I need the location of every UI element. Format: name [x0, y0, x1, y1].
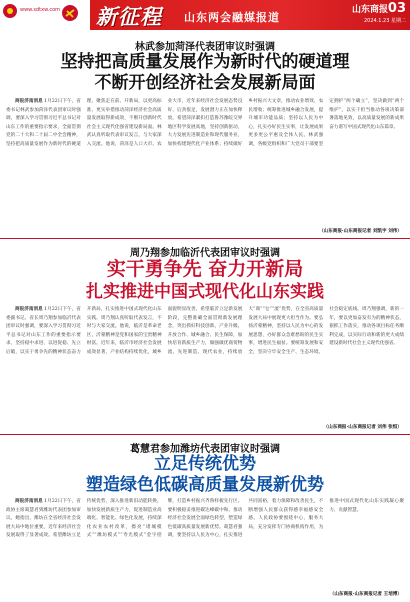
- article-body: [6, 498, 404, 590]
- byline: （山东商报·山东商报记者 刘伟 张恒）: [323, 425, 402, 430]
- article-title-line1: 实干勇争先 奋力开新局: [106, 258, 304, 280]
- section-subtitle: 山东两会融媒报道: [184, 11, 280, 24]
- masthead: [0, 0, 410, 30]
- lead-tag: 商报济南消息: [15, 307, 43, 312]
- masthead-left: [0, 0, 90, 30]
- brand-title: 新征程: [96, 4, 162, 29]
- site-url: www.sdtxw.com: [20, 7, 60, 13]
- body-text: 1月22日下午，省政协主席葛慧君到潍坊代表团参加审议。她指出，潍坊在全省经济社会发展大局中地位重要，近年来经济社会发展取得了显著成效。希望潍坊立足传统优势，深入推进新旧动能转换，加快发展新质生产力，促进制造业高端化、智能化、绿色化发展，持续深化农业农村改革，擦亮“诸城模式”“潍坊模式”“寿光模式”金字招牌，打造乡村振兴齐鲁样板先行区。要积极稳妥推进碳达峰碳中和，推动经济社会发展全面绿色转型，塑造绿色低碳高质量发展新优势。葛慧君强调，要坚持以人民为中心，扎实推进共同富裕，着力保障和改善民生，不断增强人民群众获得感幸福感安全感。人民政协要围绕中心、服务大局，充分发挥专门协商机构作用，为推进中国式现代化山东实践凝心聚力、贡献智慧。: [6, 499, 404, 539]
- party-emblem-icon: [60, 3, 80, 25]
- masthead-banner: [90, 0, 410, 30]
- article-title-line2: 扎实推进中国式现代化山东实践: [86, 282, 324, 302]
- article-kicker: 葛慧君参加潍坊代表团审议时强调: [130, 444, 280, 455]
- section-divider: [0, 434, 410, 435]
- issue-date: 2024.1.23 星期二: [363, 18, 406, 24]
- byline: （山东商报·山东商报记者 刘凯宇 刘伟）: [318, 229, 402, 234]
- article-title-line1: 坚持把高质量发展作为新时代的硬道理: [60, 52, 350, 72]
- paper-name: 山东商报: [351, 5, 388, 15]
- article-title-line2: 塑造绿色低碳高质量发展新优势: [86, 475, 324, 495]
- article-body: [6, 306, 404, 424]
- body-text: 1月22日下午，省委副书记、省长周乃翔参加临沂代表团审议时强调，要深入学习贯彻习近平总书记对山东工作的重要指示要求，坚持稳中求进、以进促稳、先立后破，以实干勇争先的精神状态奋力开新局，扎实推进中国式现代化山东实践。周乃翔认真听取代表发言，不时与大家交流。他说，临沂是革命老区，沂蒙精神是党和国家的宝贵精神财富。近年来，临沂市经济社会发展成效显著，产业结构持续优化，城乡面貌明显改善。希望临沂立足新发展阶段，完整准确全面贯彻新发展理念，突出抓好科技创新、产业升级、开放合作、城乡融合、民生保障，加快培育新质生产力，做强做优商贸物流、先进制造、现代农业，持续放大“商”“仓”“流”优势，在全省高质量发展大局中展现更大担当作为。要弘扬沂蒙精神，坚持以人民为中心的发展思想，办好群众急难愁盼的民生实事，增进民生福祉。要统筹发展和安全，坚决守牢安全生产、生态环境、社会稳定底线。周乃翔强调，新的一年，要以更加奋发有为的精神状态，狠抓工作落实，推动各项目标任务顺利完成，以实际行动和新的更大成绩建设新时代社会主义现代化强省。: [6, 307, 404, 355]
- lead-tag: 商报济南消息: [15, 499, 43, 504]
- byline: （山东商报·山东商报记者 王培博）: [329, 592, 402, 597]
- article-kicker: 林武参加菏泽代表团审议时强调: [135, 42, 275, 53]
- article-body: [6, 98, 404, 228]
- body-text: 1月22日下午，省委书记林武参加菏泽代表团审议时强调，要深入学习贯彻习近平总书记对山东工作的重要指示要求，全面贯彻党的二十大和二十届二中全会精神，坚持把高质量发展作为新时代的硬道理，聚焦走在前、开新局，以更高标准、更实举措推动菏泽经济社会高质量发展取得新成效，不断开创新时代社会主义现代化强省建设新局面。林武认真听取代表审议发言，与大家深入交流。他说，菏泽是人口大市、农业大市，近年来经济社会发展态势良好、后劲很足，发展潜力正在加快释放。希望菏泽紧扣打造鲁苏豫皖交界地区科学发展高地，坚持创新驱动，大力发展先进制造业和现代服务业，加快构建现代化产业体系；持续做好乡村振兴大文章，推动农业增效、农民增收；统筹推进城乡融合发展，提升城市功能品质；坚持以人民为中心，扎实办好民生实事，让发展成果更多更公平惠及全体人民。林武强调，各级党组织和广大党员干部要坚定拥护“两个确立”，坚决做到“两个维护”，以实干担当推动各项决策部署落地见效，以高质量发展的新成果奋力谱写中国式现代化山东篇章。: [6, 99, 404, 147]
- article-kicker: 周乃翔参加临沂代表团审议时强调: [130, 248, 280, 259]
- article-title-line1: 立足传统优势: [154, 454, 256, 474]
- page-number: 03: [387, 1, 406, 16]
- section-divider: [0, 238, 410, 239]
- article-title-line2: 不断开创经济社会发展新局面: [94, 73, 316, 93]
- site-logo-icon: [3, 4, 17, 18]
- lead-tag: 商报济南消息: [15, 99, 43, 104]
